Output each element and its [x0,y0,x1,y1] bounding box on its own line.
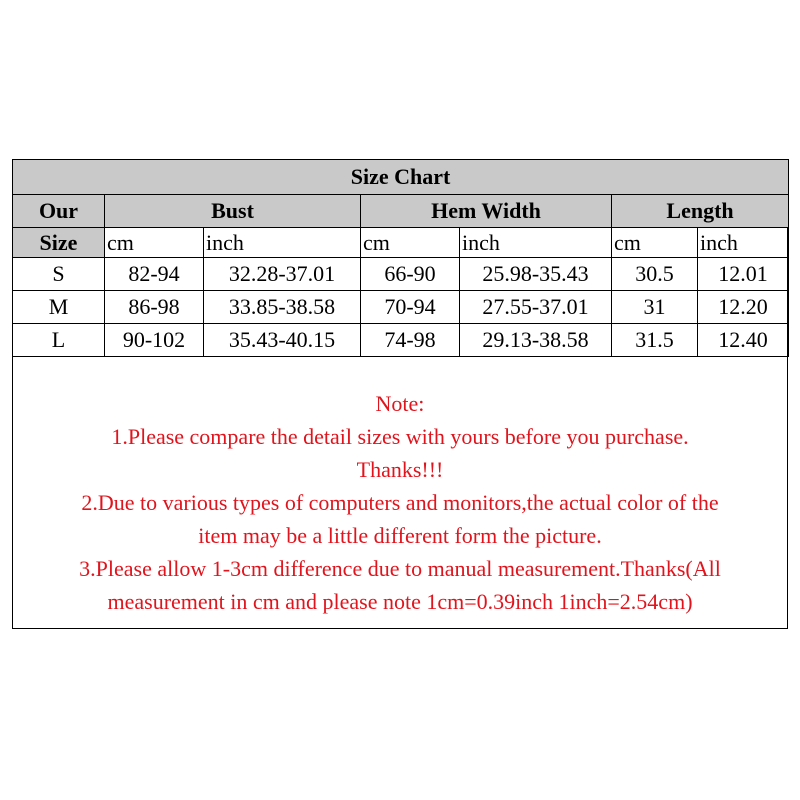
unit-cell: inch [698,228,789,258]
size-header-line2: Size [13,228,105,258]
table-row [13,258,789,291]
note-line: item may be a little different form the picture. [198,523,602,548]
unit-cell: cm [612,228,698,258]
chart-title: Size Chart [13,160,789,195]
unit-cell: inch [204,228,361,258]
hem-cm-cell: 66-90 [361,258,460,291]
bust-inch-cell: 32.28-37.01 [204,258,361,291]
hem-cm-cell: 70-94 [361,291,460,324]
bust-cm-cell: 90-102 [105,324,204,357]
note-line: 1.Please compare the detail sizes with yours before you purchase. [111,424,689,449]
table-row [13,324,789,357]
hem-width-header: Hem Width [361,195,612,228]
unit-cell: cm [105,228,204,258]
length-cm-cell: 31 [612,291,698,324]
hem-inch-cell: 29.13-38.58 [460,324,612,357]
length-header: Length [612,195,789,228]
size-header-line1: Our [13,195,105,228]
length-inch-cell: 12.20 [698,291,789,324]
size-chart-table [12,159,789,357]
note-line: 2.Due to various types of computers and monitors,the actual color of the [81,490,719,515]
hem-inch-cell: 25.98-35.43 [460,258,612,291]
bust-cm-cell: 82-94 [105,258,204,291]
title-row [13,160,789,195]
notes-section [12,387,788,618]
note-line: 3.Please allow 1-3cm difference due to manual measurement.Thanks(All [79,556,721,581]
length-cm-cell: 30.5 [612,258,698,291]
header-row [13,195,789,228]
unit-cell: cm [361,228,460,258]
length-inch-cell: 12.40 [698,324,789,357]
note-line: measurement in cm and please note 1cm=0.39inch 1inch=2.54cm) [107,589,693,614]
table-row [13,291,789,324]
bust-inch-cell: 33.85-38.58 [204,291,361,324]
note-heading: Note: [375,391,425,416]
unit-cell: inch [460,228,612,258]
length-inch-cell: 12.01 [698,258,789,291]
unit-row [13,228,789,258]
bust-header: Bust [105,195,361,228]
size-cell: M [13,291,105,324]
size-cell: L [13,324,105,357]
length-cm-cell: 31.5 [612,324,698,357]
bust-cm-cell: 86-98 [105,291,204,324]
hem-inch-cell: 27.55-37.01 [460,291,612,324]
bust-inch-cell: 35.43-40.15 [204,324,361,357]
size-cell: S [13,258,105,291]
hem-cm-cell: 74-98 [361,324,460,357]
note-line: Thanks!!! [356,457,444,482]
